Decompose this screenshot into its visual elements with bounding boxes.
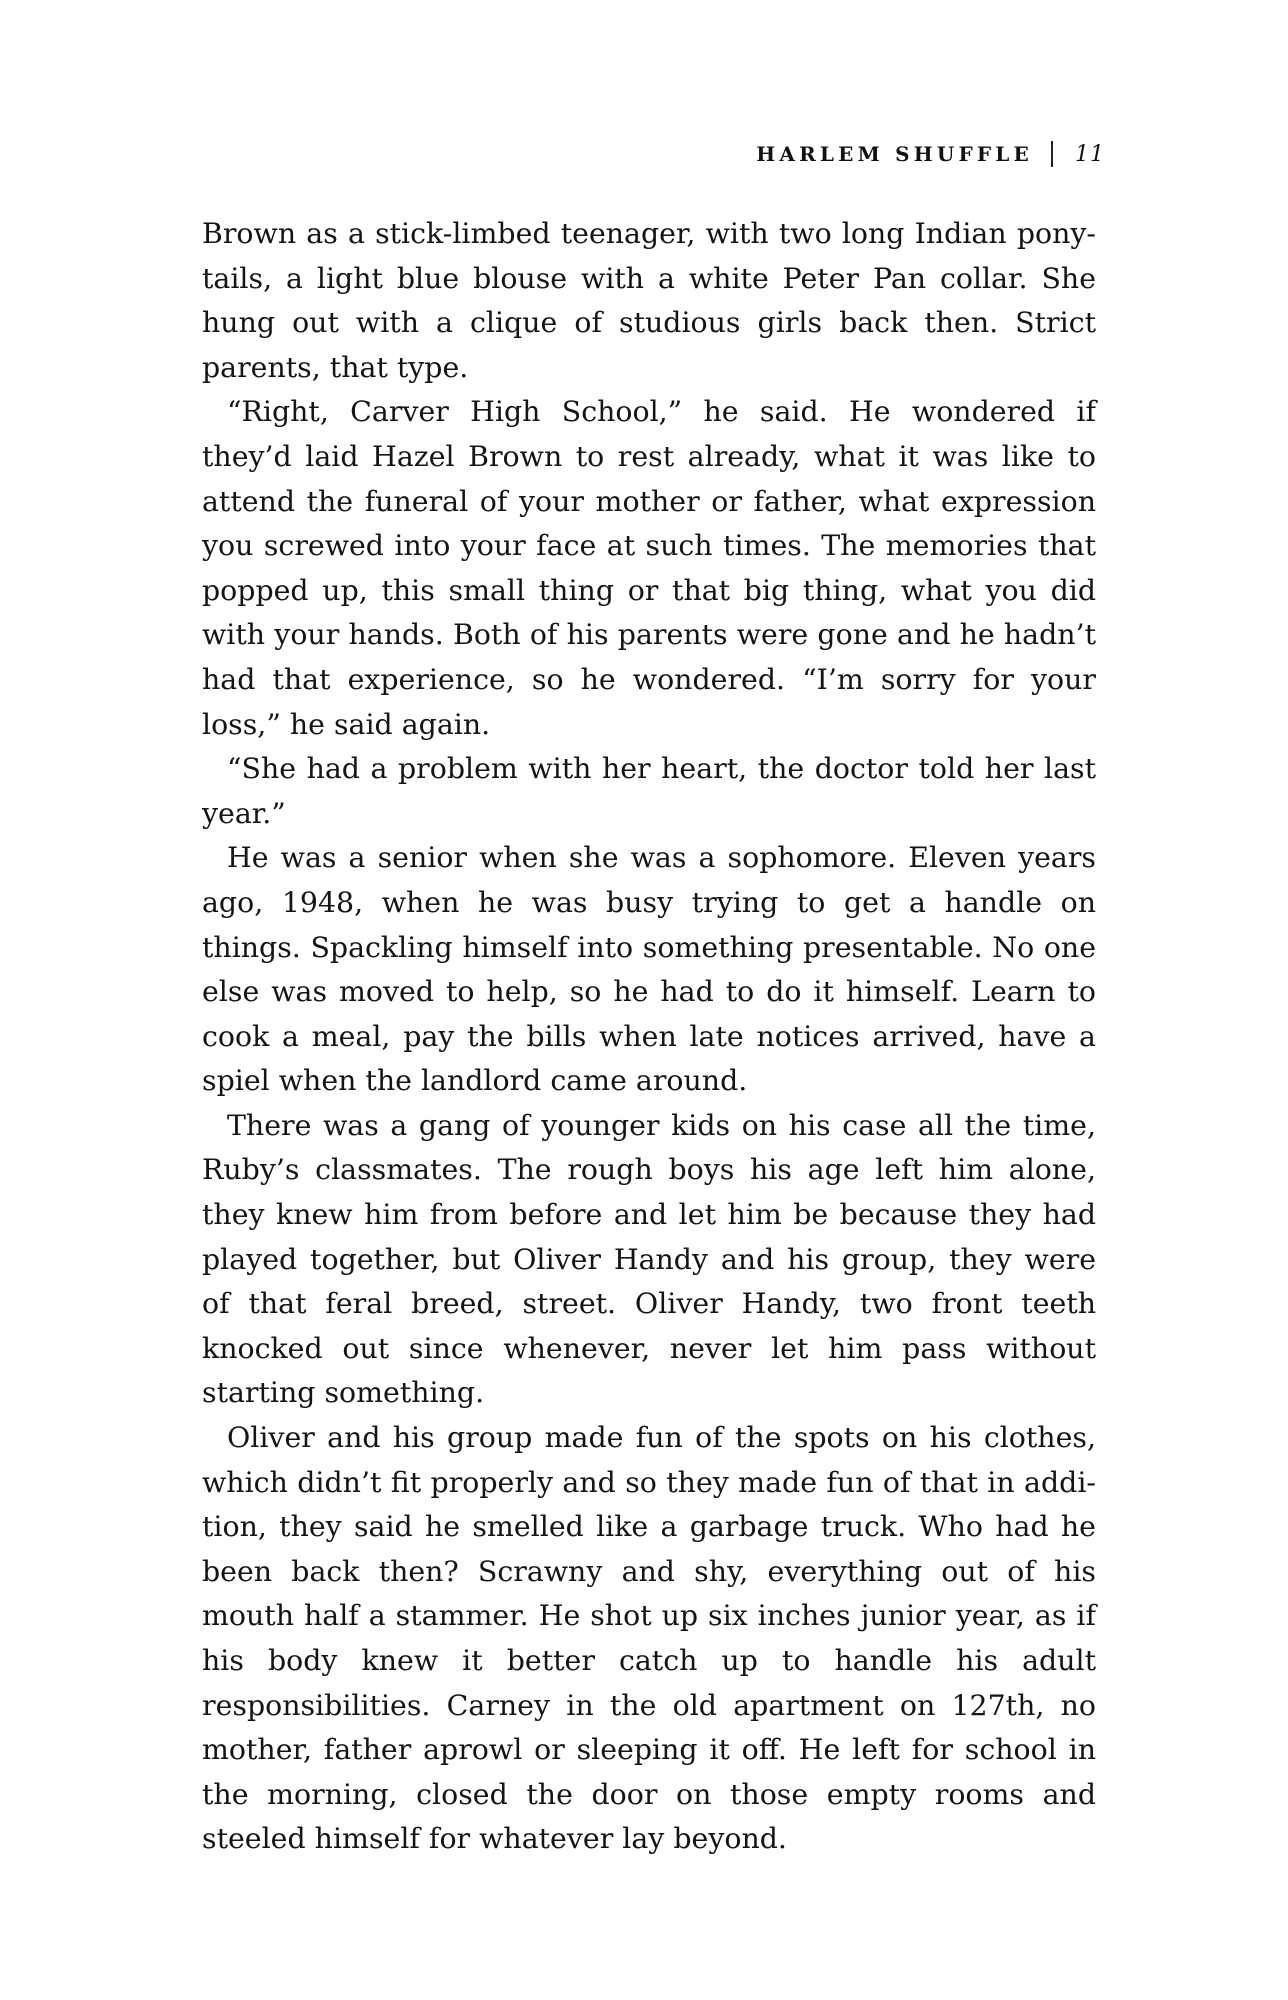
- header-separator: [1051, 141, 1053, 167]
- paragraph-5: There was a gang of younger kids on his case all the time, Ruby’s classmates. The rough boys his age left him alone, they knew him from before and let him be because they had played together, but Oliver Handy and his group, they were of that feral breed, street. Oliver Handy, two front teeth knocked out since whenever, never let him pass without starting something.: [202, 1108, 1096, 1410]
- running-head: [756, 141, 1105, 167]
- page-number: 11: [1075, 141, 1105, 167]
- body-text: [202, 212, 1096, 1862]
- paragraph-6: Oliver and his group made fun of the spots on his clothes, which didn’t fit properly and so they made fun of that in addition, they said he smelled like a garbage truck. Who had he been back then? Scrawny and shy, everything out of his mouth half a stammer. He shot up six inches junior year, as if his body knew it better catch up to handle his adult responsibilities. Carney in the old apartment on 127th, no mother, father aprowl or sleeping it off. He left for school in the morning, closed the door on those empty rooms and steeled himself for whatever lay beyond.: [202, 1421, 1096, 1856]
- paragraph-2: “Right, Carver High School,” he said. He wondered if they’d laid Hazel Brown to rest already, what it was like to attend the funeral of your mother or father, what expression you screwed into your face at such times. The memories that popped up, this small thing or that big thing, what you did with your hands. Both of his parents were gone and he hadn’t had that experience, so he wondered. “I’m sorry for your loss,” he said again.: [202, 395, 1096, 741]
- running-title: HARLEM SHUFFLE: [756, 142, 1033, 166]
- paragraph-4: He was a senior when she was a sophomore. Eleven years ago, 1948, when he was busy trying to get a handle on things. Spackling himself into something presentable. No one else was moved to help, so he had to do it himself. Learn to cook a meal, pay the bills when late notices arrived, have a spiel when the landlord came around.: [202, 841, 1096, 1098]
- paragraph-1: Brown as a stick-limbed teenager, with two long Indian ponytails, a light blue blouse with a white Peter Pan collar. She hung out with a clique of studious girls back then. Strict parents, that type.: [202, 217, 1096, 384]
- paragraph-3: “She had a problem with her heart, the doctor told her last year.”: [202, 752, 1096, 830]
